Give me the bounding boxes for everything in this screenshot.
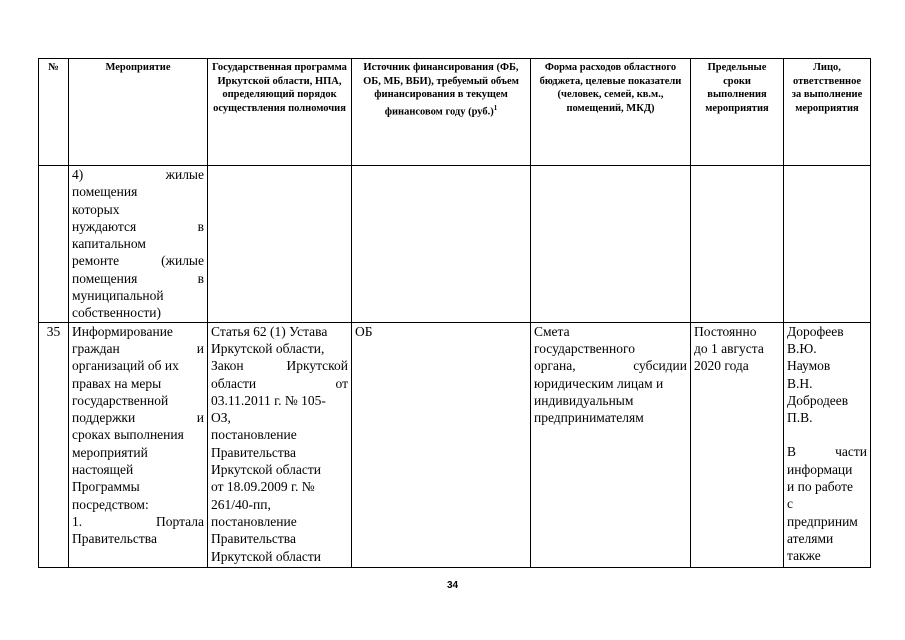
text-line: сроках выполнения: [72, 427, 184, 443]
text-line: помещения: [72, 184, 138, 200]
text-line: 1. Портала: [72, 513, 204, 529]
text-line: государственной: [72, 392, 169, 408]
text-line: В.Н.: [787, 375, 813, 391]
cell-form-empty: [531, 166, 691, 323]
header-deadline: Предельные сроки выполнения мероприятия: [691, 59, 784, 166]
table-row-continuation: [39, 166, 871, 323]
text-line: В части: [787, 444, 867, 460]
cell-source: ОБ: [352, 322, 531, 567]
text-line: Информирование: [72, 323, 173, 339]
text-line: правах на меры: [72, 375, 162, 391]
text-line: юридическим лицам и: [534, 375, 664, 391]
table-row-35: [39, 322, 871, 567]
text-line: капитальном: [72, 236, 146, 252]
text-line: Иркутской области: [211, 462, 322, 478]
text-line: Наумов: [787, 358, 831, 374]
text-line: и по работе: [787, 479, 854, 495]
text-line: 03.11.2011 г. № 105-: [211, 392, 326, 408]
text-line: предпринимателям: [534, 410, 644, 426]
header-num: №: [39, 59, 69, 166]
text-line: ремонте (жилые: [72, 253, 204, 269]
text-line: Правительства: [72, 531, 157, 547]
text-line: Закон Иркутской: [211, 358, 348, 374]
text-line: от 18.09.2009 г. №: [211, 479, 315, 495]
text-line: посредством:: [72, 496, 149, 512]
footnote-marker: 1: [493, 103, 498, 112]
header-event: Мероприятие: [69, 59, 208, 166]
cell-responsible-empty: [784, 166, 871, 323]
text-line: В.Ю.: [787, 340, 817, 356]
text-line: постановление: [211, 513, 297, 529]
header-responsible: Лицо, ответственное за выполнение мероприятия: [784, 59, 871, 166]
cell-responsible: [784, 322, 871, 567]
cell-num: 35: [39, 322, 69, 567]
text-line: органа, субсидии: [534, 358, 687, 374]
text-line: собственности): [72, 305, 161, 321]
cell-event: [69, 322, 208, 567]
text-line: также: [787, 548, 821, 564]
text-line: с: [787, 496, 793, 512]
cell-deadline-empty: [691, 166, 784, 323]
text-line: постановление: [211, 427, 297, 443]
cell-deadline: [691, 322, 784, 567]
text-line: П.В.: [787, 410, 813, 426]
cell-source-empty: [352, 166, 531, 323]
text-line: 261/40-пп,: [211, 496, 271, 512]
page-number: 34: [446, 580, 459, 591]
text-line: Программы: [72, 479, 140, 495]
cell-form: [531, 322, 691, 567]
text-line: Смета: [534, 323, 570, 339]
text-line: граждан и: [72, 340, 204, 356]
text-line: индивидуальным: [534, 392, 634, 408]
text-line: 2020 года: [694, 358, 749, 374]
text-line: ОЗ,: [211, 410, 231, 426]
cell-program: [208, 322, 352, 567]
text-line: Иркутской области,: [211, 340, 325, 356]
text-line: помещения в: [72, 270, 204, 286]
text-line: информаци: [787, 461, 853, 477]
text-line: мероприятий: [72, 444, 148, 460]
text-line: Добродеев: [787, 392, 849, 408]
text-line: Статья 62 (1) Устава: [211, 323, 328, 339]
cell-program-empty: [208, 166, 352, 323]
header-form: Форма расходов областного бюджета, целевые показатели (человек, семей, кв.м., помещений, МКД): [531, 59, 691, 166]
text-line: Постоянно: [694, 323, 757, 339]
table-header-row: [39, 59, 871, 166]
text-line: ателями: [787, 530, 834, 546]
header-source: [352, 59, 531, 166]
text-line: нуждаются в: [72, 218, 204, 234]
text-line: поддержки и: [72, 410, 204, 426]
text-line: настоящей: [72, 462, 134, 478]
text-line: Правительства: [211, 444, 296, 460]
cell-event-continuation: [69, 166, 208, 323]
text-line: Правительства: [211, 531, 296, 547]
text-line: которых: [72, 201, 120, 217]
text-line: предприним: [787, 513, 858, 529]
text-line: Иркутской области: [211, 548, 322, 564]
text-line: до 1 августа: [694, 340, 764, 356]
text-line: государственного: [534, 340, 635, 356]
header-program: Государственная программа Иркутской области, НПА, определяющий порядок осуществления полномочия: [208, 59, 352, 166]
text-line: муниципальной: [72, 288, 164, 304]
text-line: [787, 426, 867, 443]
measures-table: [38, 58, 871, 568]
text-line: области от: [211, 375, 348, 391]
header-source-text: Источник финансирования (ФБ, ОБ, МБ, ВБИ), требуемый объем финансирования в текущем финансовом году (руб.): [363, 62, 519, 117]
text-line: организаций об их: [72, 358, 179, 374]
text-line: 4) жилые: [72, 167, 204, 182]
cell-num-empty: [39, 166, 69, 323]
text-line: Дорофеев: [787, 323, 844, 339]
